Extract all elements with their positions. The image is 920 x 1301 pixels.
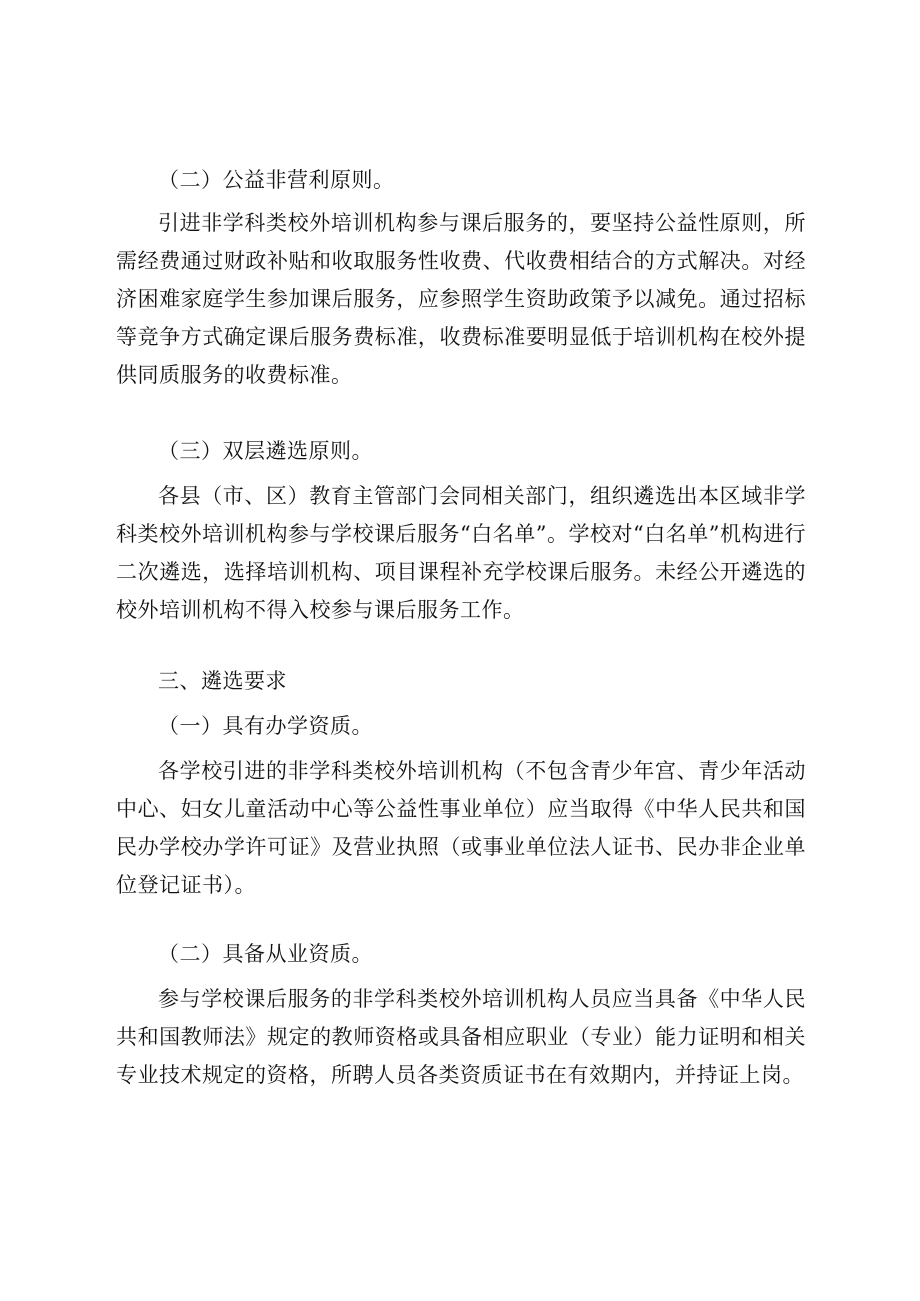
section-heading-selection-requirements: 三、遴选要求 <box>158 669 287 693</box>
section-heading-two-level-selection: （三）双层遴选原则。 <box>158 439 373 463</box>
section-heading-public-welfare: （二）公益非营利原则。 <box>158 168 395 192</box>
paragraph-two-level-selection: 各县（市、区）教育主管部门会同相关部门，组织遴选出本区域非学科类校外培训机构参与学校课后服务“白名单”。学校对“白名单”机构进行二次遴选，选择培训机构、项目课程补充学校课后服务。未经公开遴选的校外培训机构不得入校参与课后服务工作。 <box>116 484 806 622</box>
paragraph-public-welfare: 引进非学科类校外培训机构参与课后服务的，要坚持公益性原则，所需经费通过财政补贴和收取服务性收费、代收费相结合的方式解决。对经济困难家庭学生参加课后服务，应参照学生资助政策予以减免。通过招标等竞争方式确定课后服务费标准，收费标准要明显低于培训机构在校外提供同质服务的收费标准。 <box>116 211 806 387</box>
paragraph-school-qualification: 各学校引进的非学科类校外培训机构（不包含青少年宫、青少年活动中心、妇女儿童活动中心等公益性事业单位）应当取得《中华人民共和国民办学校办学许可证》及营业执照（或事业单位法人证书、民办非企业单位登记证书）。 <box>116 759 806 897</box>
section-heading-school-qualification: （一）具有办学资质。 <box>158 714 373 738</box>
section-heading-practice-qualification: （二）具备从业资质。 <box>158 942 373 966</box>
paragraph-practice-qualification: 参与学校课后服务的非学科类校外培训机构人员应当具备《中华人民共和国教师法》规定的教师资格或具备相应职业（专业）能力证明和相关专业技术规定的资格，所聘人员各类资质证书在有效期内，并持证上岗。 <box>116 987 806 1087</box>
